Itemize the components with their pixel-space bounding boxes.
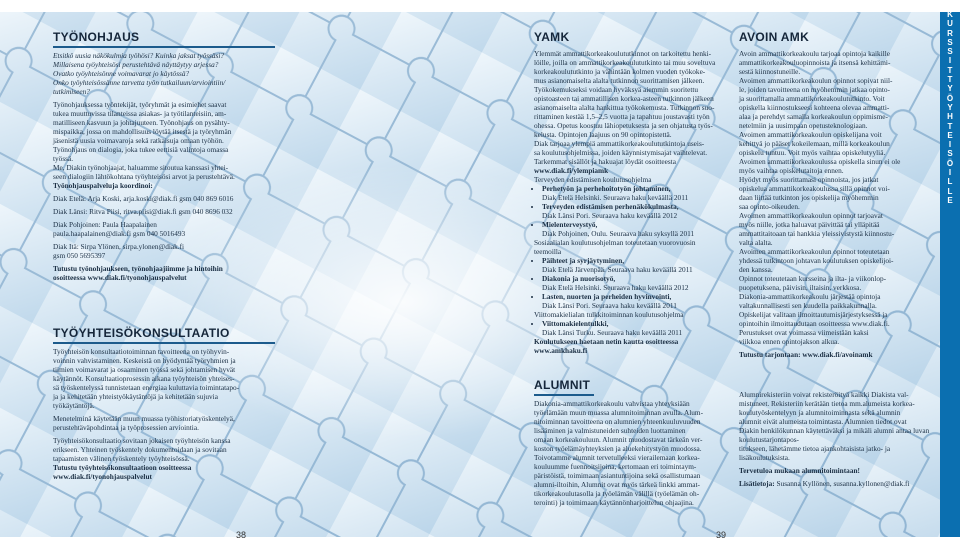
body-line: opiskella kiinnostukseesi kohteena olevaa ammatti- [739, 103, 890, 112]
body-line: viikkoa ennen opintojakson alkua. [739, 337, 840, 346]
side-title-letter: E [947, 130, 953, 140]
body-line: den kanssa. [739, 265, 773, 274]
side-title-letter: K [947, 10, 953, 19]
question-line: Millaisena työyhteisösi perustehtävä näyttäytyy arjessa? [53, 60, 219, 69]
alumnit-heading: ALUMNIT [534, 378, 594, 396]
body-line: seen dialogiin lähtökohtana työyhteisösi arvot ja perustehtävä. [53, 172, 235, 181]
alumnit-panel [534, 378, 730, 507]
contact-line: Diak Etelä: Arja Koski, arja.koski@diak.fi gsm 040 869 6016 [53, 194, 234, 203]
list-item: • Perhetyön ja perhehoitotyön johtaminen, Diak Etelä Helsinki. Seuraava haku keväällä 2011 [542, 184, 724, 202]
body-line: opintoihin ilmoittaudutaan osoitteessa www.diak.fi. [739, 319, 890, 328]
body-line: työelämään muun muassa alumnitoiminnan avulla. Alum- [534, 408, 704, 417]
body-line: Avoimen ammattikorkeakoulun opinnot toteutetaan [739, 247, 890, 256]
body-line: Opiskelijat valitaan ilmoittautumisjärjestyksessä ja [739, 310, 888, 319]
program-title: Viittomakielialan tulkkitoiminnan koulutusohjelma [534, 310, 684, 319]
side-title-letter: S [947, 37, 953, 47]
body-line: puopetuksena, päivisin, iltaisin, verkkosa. [739, 283, 862, 292]
closing-link[interactable]: www.amkhaku.fi [534, 346, 588, 355]
body-line: Työnohjaus on dialogia, joka tukee eettisiä valintoja omassa [53, 145, 229, 154]
body-line: le, joiden tavoitteena on myöhemmin jatkaa opinto- [739, 85, 890, 94]
closing-line: Koulutukseen haetaan netin kautta osoitteessa [534, 337, 679, 346]
body-line: Me, Diakin työnohjaajat, haluamme sitoutua kanssasi yhtei- [53, 163, 229, 172]
body-line: kelusta. Opintojen laajuus on 90 opintopistettä. [534, 130, 672, 139]
body-line: valtakunnallisesti sen kuudella paikkakunnalla. [739, 301, 877, 310]
body-line: sa koulutusohjelmissa, joiden käynnistymisajat vaihtelevat. [534, 148, 708, 157]
body-line: sestä kiinnostuneille. [739, 67, 801, 76]
yamk-link[interactable]: www.diak.fi/ylempiamk [534, 166, 609, 175]
body-line: opistoasteen tai ammatillisen korkea-asteen tutkinnon jälkeen [534, 94, 714, 103]
list-item: • Mielenterveystyö, Diak Pohjoinen, Oulu. Seuraava haku syksyllä 2011 [542, 220, 724, 238]
body-line: alumni-iltoihin, Alumnit ovat myös tärkeä linkki ammat- [534, 480, 700, 489]
body-line: Perustukset ovat voimassa viimeistään kaksi [739, 328, 869, 337]
page-number-right: 39 [716, 530, 727, 540]
body-line: Avoimen ammattikorkeakoulun opiskelijana voit [739, 130, 882, 139]
avoin-heading: AVOIN AMK [739, 30, 810, 44]
body-line: Menetelminä käytetään muun muassa työhistoriatyöskentelyä, [53, 414, 235, 423]
body-line: nitoiminnan tavoitteena on alumnien yhteenkuuluvuuden [534, 417, 701, 426]
body-line: Avoimen ammattikorkeakoulun opinnot sopivat niil- [739, 76, 893, 85]
program-title: Sosiaalialan koulutusohjelman toteutetaan vuorovuosin [534, 238, 696, 247]
contact-line: Diak Länsi: Ritva Piisi, ritva.piisi@diak.fi gsm 040 8696 032 [53, 207, 233, 216]
side-title-letter: E [947, 195, 953, 205]
list-item: • Lasten, nuorten ja perheiden hyvinvointi, Diak Länsi Pori. Seuraava haku keväällä 2011 [542, 292, 724, 310]
side-title-letter: T [947, 65, 953, 75]
list-item: • Päihteet ja syrjäytyminen, Diak Etelä Järvenpää. Seuraava haku keväällä 2011 [542, 256, 724, 274]
question-line: Etsitkö uusia näkökulmia työhösi? Kuinka jaksat työssäsi? [53, 51, 225, 60]
body-line: käytännöt. Konsultaatioprosessin aikana työyhteisön yhteises- [53, 374, 235, 383]
tyonohjaus-heading: TYÖNOHJAUS [53, 30, 275, 48]
body-line: matilliseen kasvuun ja johtajuuteen. Työnohjaus on pysähty- [53, 118, 230, 127]
side-title-letter: L [947, 186, 953, 196]
body-line: Työyhteisökonsultaatio sovitaan jokaisen työyhteisön kanssa [53, 436, 231, 445]
question-line: Ovatko työyhteisönne voimavarat jo käytössä? [53, 69, 190, 78]
program-subtitle: teemoilla [534, 247, 562, 256]
body-line: opiskelu tuntuu. Voit myös vaihtaa opiskelutyyliä. [739, 148, 886, 157]
list-item: • Terveyden edistämisen perhenäkökulmasta, Diak Länsi Pori. Seuraava haku keväällä 2012 [542, 202, 724, 220]
body-line: yhdessä tutkintoon johtavan koulutuksen opiskelijoi- [739, 256, 894, 265]
contact-line: gsm 050 5695397 [53, 251, 106, 260]
body-line: Opinnot toteutetaan kursseina ja ilta- ja viikonlop- [739, 274, 887, 283]
program1-list [534, 184, 724, 238]
body-line: Työyhteisön konsultaatiotoiminnan tavoitteena on työhyvin- [53, 347, 230, 356]
coordinators-title: Työnohjauspalveluja koordinoi: [53, 181, 153, 190]
body-line: valta alalta. [739, 238, 773, 247]
body-line: alumnit eivät alumeista toimintasta. Alumnien tiedot ovat [739, 417, 907, 426]
closing-link[interactable]: www.diak.fi/tyonohjauspalvelut [53, 472, 152, 481]
body-line: ammattitaitoaan tai hankkia yleissivistystä kiinnostu- [739, 229, 895, 238]
avoin-link[interactable]: Tutustu tarjontaan: www.diak.fi/avoinamk [739, 350, 873, 359]
body-line: rittaminen kestää 1,5–2,5 vuotta ja tapahtuu joustavasti työn [534, 112, 710, 121]
body-line: daan liittää tutkinton jos opiskelija myöhemmin [739, 193, 879, 202]
program-title: Terveyden edistämisen koulutusohjelma [534, 175, 652, 184]
body-line: Tarkemmat sisällöt ja hakuajat löydät osoitteesta [534, 157, 676, 166]
side-title-letter: L [947, 177, 953, 187]
side-title-letter: I [948, 168, 952, 178]
body-line: kouluumme fuennoitsijoina, kertomaan eri toimintaym- [534, 462, 697, 471]
body-line: tapaamisten välinen työskentely työyhteisössä. [53, 454, 190, 463]
body-line: Diak tarjoaa ylempiä ammattikorkeakoulututkintoja useis- [534, 139, 705, 148]
body-line: myös niille, jotka haluavat päivittää tai ylläpitää [739, 220, 880, 229]
contact-line: Diak Pohjoinen: Paula Haapalainen [53, 220, 157, 229]
body-line: ja ja kehitetään yhteistyökäytäntöjä ja kehitetään sujuvia [53, 392, 218, 401]
body-line: sä työskentelyssä tunnistetaan energiaa kuluttavia toimintatapo- [53, 383, 240, 392]
body-line: Ylemmät ammattikorkeakoulututkinnot on tarkoitettu henki- [534, 49, 712, 58]
program2-list [534, 256, 724, 310]
program3-list [534, 319, 724, 337]
contact-line: paula.haapalainen@diak.fi gsm 040 5016493 [53, 229, 186, 238]
body-line: mistuneet. Rekisteriin kerätään tietoa mm.alumeista korkea- [739, 399, 915, 408]
body-line: Työnohjauksessa työntekijät, työryhmät ja esimiehet saavat [53, 100, 227, 109]
body-line: asianomaiselta alalta hankittua työkokemusta. Tutkinnon suo- [534, 103, 715, 112]
body-line: erikseen. Yhteinen työskentely dokumentoidaan ja sovitaan [53, 445, 227, 454]
body-line: lisäkoulutuksista. [739, 453, 790, 462]
side-title-letter: H [947, 112, 953, 122]
body-line: tiimien voimavarat ja osaaminen työssä sekä johtamisen hyvät [53, 365, 236, 374]
body-line: löille, joilla on ammattikorkeakoulututkinto tai muu soveltuva [534, 58, 716, 67]
body-line: kehittyä jo pääset kokeilemaan, millä korkeakoulun [739, 139, 890, 148]
body-line: koston työelämäyhteyksien ja aluekehitystyön muodossa. [534, 444, 702, 453]
contact-line: Lisätietoja: Susanna Kyllönen, susanna.kyllonen@diak.fi [739, 479, 910, 488]
body-line: ohessa. Opetus koostuu lähiopetuksesta ja sen ohjatusta työs- [534, 121, 713, 130]
side-title-letter: S [947, 149, 953, 159]
question-line: tutkimiseen? [53, 87, 90, 96]
body-line: myös vaihtaa opiskelutaitoja ennen. [739, 166, 844, 175]
contact-line: Diak Itä: Sirpa Ylönen, sirpa.ylonen@diak.fi [53, 242, 185, 251]
body-line: Toivotamme alumnit tervetulleeksi vierailemaan korkea- [534, 453, 700, 462]
side-title-letter: U [947, 19, 953, 29]
side-title-letter: Y [947, 102, 953, 112]
body-line: Avoimen ammattikorkeakoulun opinnot tarjoavat [739, 211, 883, 220]
body-line: Diakin henkilökunnan käytettäväksi ja mikäli alumni antaa luvan koulutustarjontapos- [739, 426, 930, 444]
side-title-letter: I [948, 140, 952, 150]
body-line: lisääminen ja valmistuneiden suhteiden luottaminen [534, 426, 686, 435]
body-line: työkäytäntöjä. [53, 401, 95, 410]
side-title-letter: Ö [946, 158, 954, 168]
body-line: jäsenistä uusia voimavaroja sekä ratkaisuja omaan työhön. [53, 136, 224, 145]
body-line: voinnin vahvistaminen. Keskeistä on hyödyntää työryhmien ja [53, 356, 236, 365]
alumnit-right-panel [739, 390, 935, 488]
avoin-panel [739, 30, 935, 359]
body-line: ja suorittamalla ammattikorkeakoulututkinto. Voit [739, 94, 885, 103]
konsultaatio-heading: TYÖYHTEISÖKONSULTAATIO [53, 326, 275, 344]
page-number-left: 38 [236, 530, 247, 540]
closing-line: Tutustu työnohjaukseen, työnohjaajiimme ja hintoihin [53, 264, 223, 273]
body-line: työssä. [53, 154, 74, 163]
body-line: saa opinto-oikeuden. [739, 202, 800, 211]
body-line: alaa ja perehdyt samalla korkeakoulun oppimisme- [739, 112, 888, 121]
side-title-letter: R [947, 28, 953, 38]
body-line: opiskelua ammattikorkeakoulussa sillä opinnot voi- [739, 184, 890, 193]
question-line: Onko työyhteisössänne tarvetta työn tutkailuun/arviointiin/ [53, 78, 226, 87]
body-line: Hyödyt myös suorittamasi opinnoista, jos jatkat [739, 175, 879, 184]
side-title-letter: T [947, 75, 953, 85]
body-line: Diakonia-ammattikorkeakoulu vahvistaa yhteyksiään [534, 399, 690, 408]
side-title-letter: T [947, 121, 953, 131]
side-title-letter: S [947, 47, 953, 57]
body-line: mus asianomaiselta alalta tutkinnon suorittamisen jälkeen. [534, 76, 705, 85]
body-line: korkeakoulututkinto ja vähintään kolmen vuoden työkoke- [534, 67, 706, 76]
list-item: • Diakonia ja nuorisotyö, Diak Etelä Helsinki. Seuraava haku keväällä 2012 [542, 274, 724, 292]
body-line: Työkokemukseksi voidaan hyväksyä aiemmin suoritettu [534, 85, 699, 94]
body-line: Alumnirekisteriin voivat rekisteröityä kaikki Diakista val- [739, 390, 909, 399]
closing-link[interactable]: osoitteessa www.diak.fi/tyonohjauspalvelut [53, 273, 187, 282]
body-line: päristöistä, toimimaan asiantuntijoina sekä osallistumaan [534, 471, 701, 480]
closing-line: Tutustu työyhteisökonsultaatioon osoitteessa [53, 463, 192, 472]
body-line: ammattikorkeakouluopinnoista ja itsensä kehittämi- [739, 58, 891, 67]
yamk-heading: YAMK [534, 30, 570, 44]
konsultaatio-panel [53, 326, 275, 481]
side-title-letter: Ö [946, 93, 954, 103]
body-line: Avoin ammattikorkeakoulu tarjoaa opintoja kaikille [739, 49, 891, 58]
body-line: netelmiin ja uusimpaan opetusteknologiaan. [739, 121, 868, 130]
side-title-letter: I [948, 56, 952, 66]
body-line: perustehtäväpohdintaa ja työprosessien arviointia. [53, 423, 199, 432]
yamk-panel [534, 30, 724, 355]
body-line: koulutyöskentelyyn ja alumnitoiminnasta sekä alumnin [739, 408, 901, 417]
side-title-letter: Y [947, 84, 953, 94]
body-line: mispaikka, jossa on mahdollisuus löytää itsestä ja työryhmän [53, 127, 232, 136]
body-line: terointi) ja toimimaan käytännönharjoittelun ohjaajina. [534, 498, 694, 507]
body-line: tikorkeakoulutasolla ja työelämän välillä (työelämän oh- [534, 489, 700, 498]
body-line: Diakonia-ammattikorkeakoulu järjestää opintoja [739, 292, 881, 301]
body-line: Avoimen ammattikorkeakoulussa opiskella sinun ei ole [739, 157, 901, 166]
body-line: omaan korkeakouluun. Alumnit muodostavat tärkeän ver- [534, 435, 703, 444]
body-line: tukea muuttuvissa tilanteissa asiakas- ja työtilanteisiin, am- [53, 109, 227, 118]
welcome-line: Tervetuloa mukaan alumnitoimintaan! [739, 466, 860, 475]
body-line: titukseen, lähetämme tietoa ajankohtaisista jatko- ja [739, 444, 891, 453]
tyonohjaus-panel [53, 30, 275, 282]
list-item: • Viittomakielentulkki, Diak Länsi Turku. Seuraava haku keväällä 2011 [542, 319, 724, 337]
side-vertical-title [944, 10, 956, 205]
